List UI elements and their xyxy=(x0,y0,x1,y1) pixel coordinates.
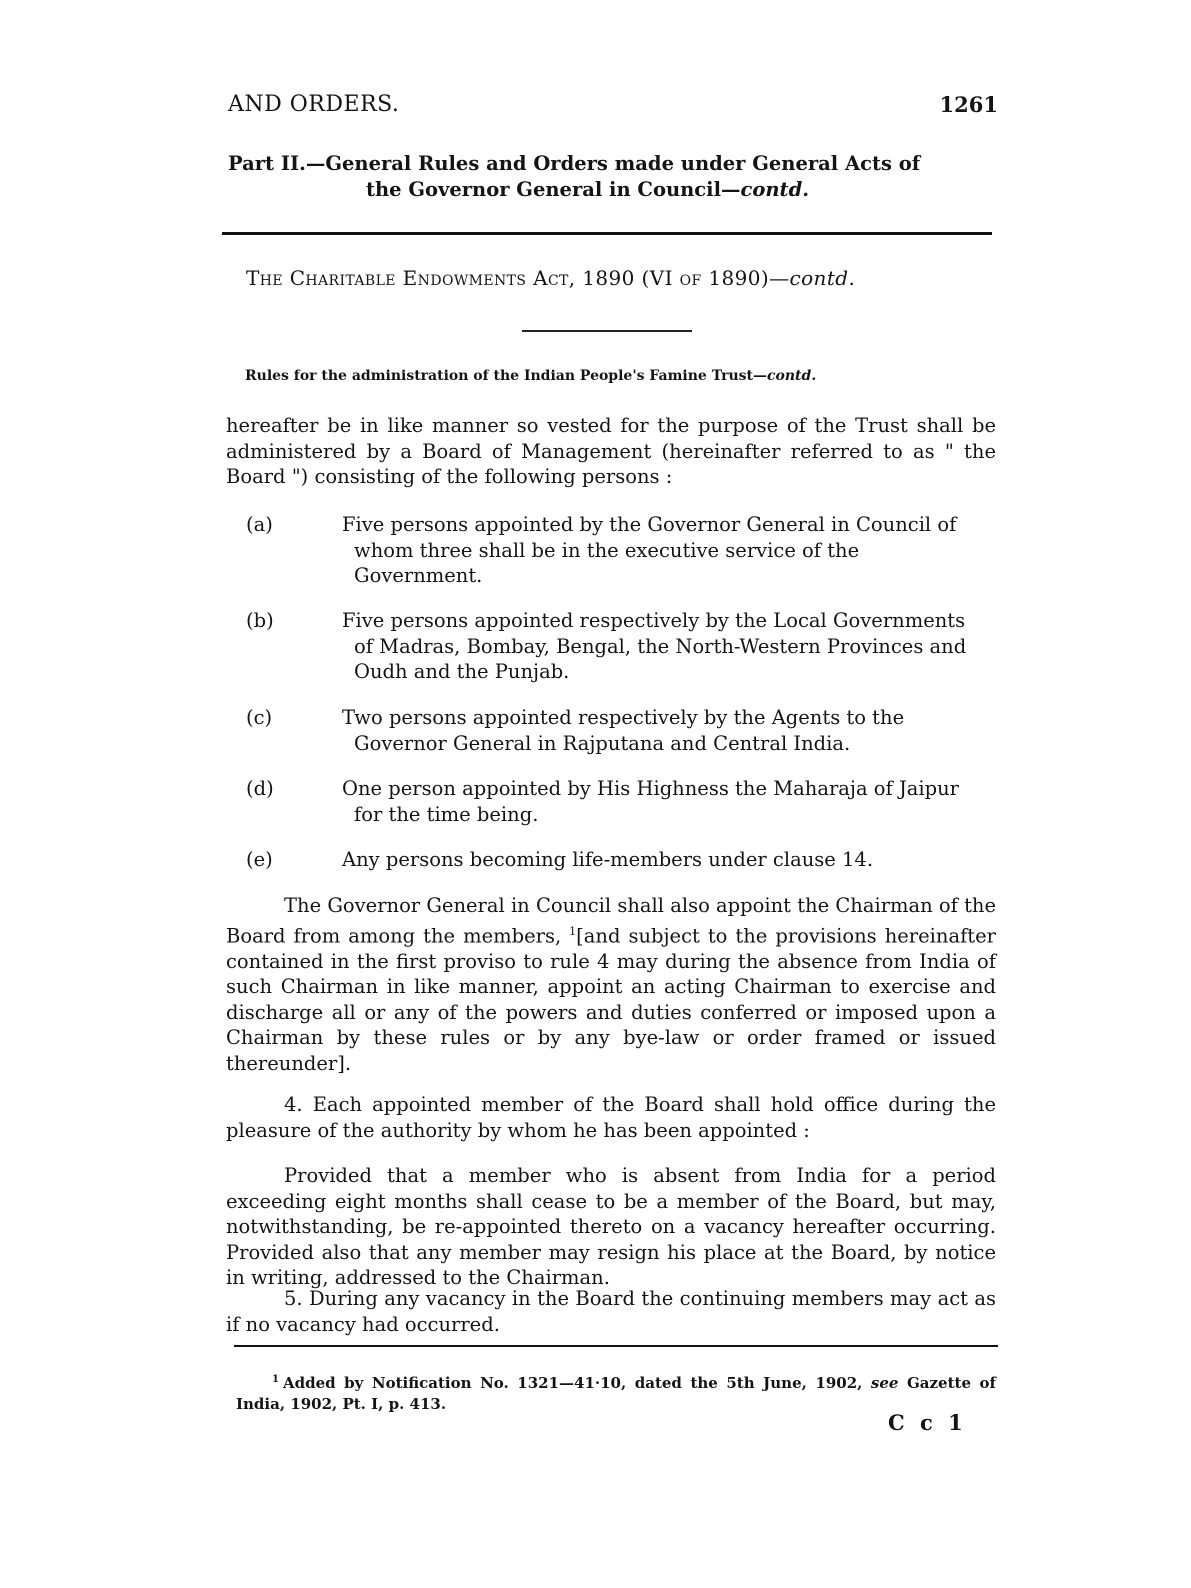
rule-5-paragraph: 5. During any vacancy in the Board the continuing members may act as if no vacancy had occurred. xyxy=(226,1287,996,1336)
rule-4-paragraph: 4. Each appointed member of the Board shall hold office during the pleasure of the authority by whom he has been appointed : xyxy=(226,1093,996,1142)
footnote-reference[interactable]: 1 xyxy=(569,924,577,938)
clause-text: Any persons becoming life-members under clause 14. xyxy=(342,848,874,871)
footnote-text-before: Added by Notification No. 1321—41·10, dated the 5th June, 1902, xyxy=(282,1374,863,1392)
act-title-contd: contd. xyxy=(789,266,856,290)
rules-heading-text: Rules for the administration of the Indian People's Famine Trust— xyxy=(245,368,768,384)
rules-heading-contd: contd. xyxy=(767,368,817,384)
chairman-text-after: [and subject to the provisions hereinafter contained in the first proviso to rule 4 may during the absence from India of such Chairman in like manner, appoint an acting Chairman to exercise and discharge all or any of the powers and duties conferred or imposed upon a Chairman by these rules or by any bye-law or order framed or issued thereunder]. xyxy=(226,924,996,1075)
footnote-mark: 1 xyxy=(272,1374,279,1385)
clause-label: (a) xyxy=(246,513,273,536)
clause-text: Two persons appointed respectively by the Agents to the Governor General in Rajputana and Central India. xyxy=(342,706,905,755)
intro-paragraph: hereafter be in like manner so vested for the purpose of the Trust shall be administered by a Board of Management (hereinafter referred to as " the Board ") consisting of the following persons : xyxy=(226,414,996,488)
part-heading-line2 xyxy=(228,177,998,203)
chairman-text-before: The Governor General in Council shall also appoint the Chairman of the Board from among the members, xyxy=(226,894,996,947)
clause-label: (d) xyxy=(246,777,274,800)
clause-b xyxy=(246,608,990,685)
signature-mark: C c 1 xyxy=(888,1410,967,1435)
part-heading xyxy=(228,151,998,203)
clause-text: Five persons appointed by the Governor General in Council of whom three shall be in the executive service of the Government. xyxy=(342,513,957,587)
act-title xyxy=(246,266,986,290)
clause-label: (e) xyxy=(246,848,273,871)
footnote-see: see xyxy=(870,1374,899,1392)
footnote xyxy=(236,1369,996,1415)
act-title-text: The Charitable Endowments Act, 1890 (VI of 1890)— xyxy=(246,266,790,290)
clause-text: Five persons appointed respectively by the Local Governments of Madras, Bombay, Bengal, the North-Western Provinces and Oudh and the Punjab. xyxy=(342,609,967,683)
part-heading-line1: Part II.—General Rules and Orders made under General Acts of xyxy=(228,152,921,175)
footnote-text-after: Gazette of India, 1902, Pt. I, p. 413. xyxy=(236,1374,996,1413)
clause-text: One person appointed by His Highness the Maharaja of Jaipur for the time being. xyxy=(342,777,959,826)
page-number: 1261 xyxy=(939,92,998,117)
clause-e xyxy=(246,847,990,873)
clause-d xyxy=(246,776,990,827)
running-title: AND ORDERS. xyxy=(228,92,400,117)
act-title-divider xyxy=(522,330,692,332)
clause-a xyxy=(246,512,990,589)
running-head xyxy=(228,92,998,126)
clause-label: (c) xyxy=(246,706,273,729)
clause-c xyxy=(246,705,990,756)
proviso-paragraph: Provided that a member who is absent from India for a period exceeding eight months shall cease to be a member of the Board, but may, notwithstanding, be re-appointed thereto on a vacancy hereafter occurring. Provided also that any member may resign his place at the Board, by notice in writing, addressed to the Chairman. xyxy=(226,1164,996,1289)
part-heading-line2-text: the Governor General in Council— xyxy=(366,178,741,201)
clause-label: (b) xyxy=(246,609,274,632)
rules-heading xyxy=(245,368,985,384)
footnote-divider xyxy=(234,1345,998,1347)
header-divider xyxy=(222,232,992,235)
chairman-paragraph xyxy=(226,893,996,1076)
part-heading-contd: contd. xyxy=(740,178,809,201)
